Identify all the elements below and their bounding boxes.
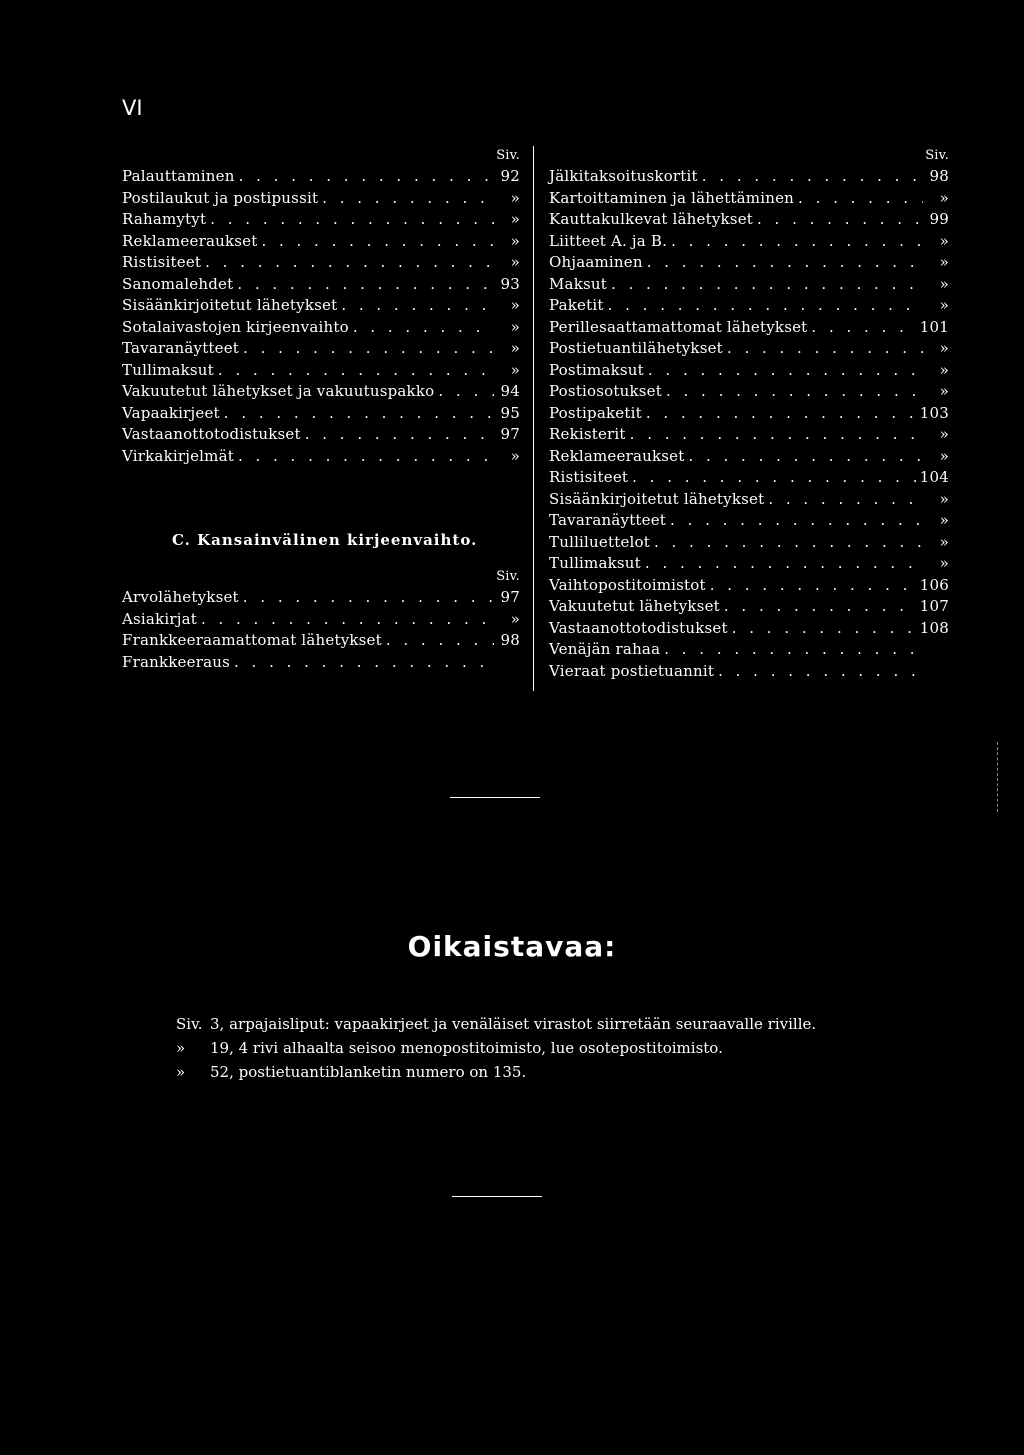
section-title: C. Kansainvälinen kirjeenvaihto. <box>172 531 478 549</box>
index-entry <box>549 317 949 339</box>
index-entry <box>122 587 520 609</box>
entry-label: Reklameeraukset <box>122 231 258 250</box>
entry-page: 103 <box>919 403 949 422</box>
entry-label: Postietuantilähetykset <box>549 339 723 357</box>
index-entry <box>549 575 949 597</box>
left-entry-list <box>122 166 520 467</box>
index-entry <box>122 446 520 468</box>
index-right-column <box>549 146 949 682</box>
index-entry <box>122 252 520 274</box>
entry-page: 92 <box>500 167 520 185</box>
leader-dots <box>239 166 494 188</box>
entry-page: » <box>939 532 949 551</box>
leader-dots <box>648 360 923 382</box>
leader-dots <box>688 446 923 468</box>
entry-page: » <box>510 188 520 207</box>
entry-label: Asiakirjat <box>122 609 197 628</box>
leader-dots <box>611 274 923 296</box>
index-entry <box>549 639 949 661</box>
leader-dots <box>710 575 916 597</box>
index-entry <box>549 403 949 425</box>
entry-page: » <box>939 253 949 271</box>
page-number: VI <box>122 96 143 120</box>
index-entry <box>549 274 949 296</box>
leader-dots <box>702 166 923 188</box>
index-entry <box>549 510 949 532</box>
correction-line <box>176 1060 816 1084</box>
leader-dots <box>647 252 923 274</box>
entry-label: Vakuutetut lähetykset ja vakuutuspakko <box>122 382 435 400</box>
entry-page: 98 <box>929 167 949 185</box>
leader-dots <box>718 661 923 683</box>
correction-prefix: » <box>176 1063 186 1081</box>
leader-dots <box>608 295 923 317</box>
index-entry <box>549 467 949 489</box>
index-entry <box>122 188 520 210</box>
entry-page: » <box>939 511 949 529</box>
index-entry <box>122 209 520 231</box>
leader-dots <box>630 424 923 446</box>
entry-page: » <box>510 360 520 379</box>
index-entry <box>122 338 520 360</box>
index-entry <box>122 231 520 253</box>
entry-label: Ristisiteet <box>122 253 202 271</box>
entry-label: Vieraat postietuannit <box>549 661 715 680</box>
entry-page: » <box>510 253 520 271</box>
entry-page: » <box>510 446 520 465</box>
entry-page: » <box>510 609 520 628</box>
entry-page: » <box>510 317 520 336</box>
entry-label: Postiosotukset <box>549 382 662 400</box>
entry-page: 104 <box>919 468 949 486</box>
entry-label: Venäjän rahaa <box>549 640 661 658</box>
correction-prefix: Siv. <box>176 1015 203 1033</box>
entry-label: Vastaanottotodistukset <box>549 618 728 637</box>
correction-text: 52, postietuantiblanketin numero on 135. <box>210 1063 527 1081</box>
entry-label: Postipaketit <box>549 403 642 422</box>
leader-dots <box>724 596 916 618</box>
index-entry <box>549 553 949 575</box>
entry-page: 98 <box>500 631 520 649</box>
index-entry <box>122 360 520 382</box>
entry-label: Kauttakulkevat lähetykset <box>549 210 754 228</box>
entry-label: Vapaakirjeet <box>122 403 220 422</box>
index-entry <box>122 424 520 446</box>
index-entry <box>549 295 949 317</box>
index-entry <box>549 209 949 231</box>
entry-label: Reklameeraukset <box>549 446 685 465</box>
leader-dots <box>671 231 923 253</box>
entry-label: Arvolähetykset <box>122 588 239 606</box>
siv-header: Siv. <box>925 148 949 163</box>
index-entry <box>549 661 949 683</box>
entry-page: » <box>939 446 949 465</box>
entry-label: Tavaranäytteet <box>549 511 667 529</box>
index-entry <box>549 252 949 274</box>
section-siv-header: Siv. <box>496 569 520 584</box>
margin-marks <box>997 742 1000 812</box>
index-entry <box>549 381 949 403</box>
leader-dots <box>646 403 916 425</box>
column-divider <box>533 146 534 691</box>
entry-label: Kartoittaminen ja lähettäminen <box>549 188 795 207</box>
entry-page: 108 <box>919 618 949 637</box>
entry-page: » <box>939 339 949 357</box>
leader-dots <box>353 317 494 339</box>
entry-page: » <box>939 360 949 379</box>
leader-dots <box>322 188 494 210</box>
index-entry <box>122 381 520 403</box>
index-left-column <box>122 146 520 673</box>
index-entry <box>549 596 949 618</box>
index-entry <box>122 295 520 317</box>
leader-dots <box>261 231 494 253</box>
entry-label: Tavaranäytteet <box>122 339 240 357</box>
entry-page: » <box>939 489 949 508</box>
corrections-list <box>176 1012 816 1084</box>
correction-line <box>176 1036 816 1060</box>
entry-page: » <box>510 231 520 250</box>
entry-label: Vastaanottotodistukset <box>122 425 301 443</box>
entry-label: Postimaksut <box>549 360 644 379</box>
entry-page: » <box>939 296 949 314</box>
index-entry <box>122 317 520 339</box>
correction-text: 19, 4 rivi alhaalta seisoo menopostitoimisto, lue osotepostitoimisto. <box>210 1039 723 1057</box>
entry-label: Jälkitaksoituskortit <box>549 167 698 185</box>
leader-dots <box>654 532 923 554</box>
leader-dots <box>757 209 923 231</box>
index-entry <box>549 532 949 554</box>
entry-label: Vakuutetut lähetykset <box>549 597 720 615</box>
leader-dots <box>727 338 923 360</box>
entry-page: » <box>939 382 949 400</box>
entry-label: Sisäänkirjoitetut lähetykset <box>122 296 338 314</box>
entry-label: Maksut <box>549 274 607 293</box>
leader-dots <box>243 338 494 360</box>
entry-page: 107 <box>919 597 949 615</box>
entry-label: Paketit <box>549 296 604 314</box>
corrections-title: Oikaistavaa: <box>407 930 617 963</box>
entry-label: Palauttaminen <box>122 167 235 185</box>
entry-label: Ohjaaminen <box>549 253 643 271</box>
leader-dots <box>341 295 494 317</box>
entry-label: Frankkeeraamattomat lähetykset <box>122 631 382 649</box>
leader-dots <box>224 403 494 425</box>
entry-page: » <box>510 339 520 357</box>
leader-dots <box>243 587 494 609</box>
index-entry <box>549 166 949 188</box>
entry-label: Sotalaivastojen kirjeenvaihto <box>122 317 349 336</box>
index-entry <box>549 231 949 253</box>
index-entry <box>122 609 520 631</box>
leader-dots <box>238 446 494 468</box>
leader-dots <box>210 209 494 231</box>
index-entry <box>122 630 520 652</box>
index-entry <box>549 446 949 468</box>
leader-dots <box>438 381 494 403</box>
index-entry <box>549 489 949 511</box>
entry-page: 106 <box>919 575 949 594</box>
entry-label: Postilaukut ja postipussit <box>122 188 319 207</box>
leader-dots <box>768 489 923 511</box>
entry-page: 97 <box>500 588 520 606</box>
leader-dots <box>670 510 923 532</box>
leader-dots <box>811 317 915 339</box>
index-entry <box>122 274 520 296</box>
leader-dots <box>386 630 494 652</box>
leader-dots <box>234 652 494 674</box>
correction-prefix: » <box>176 1039 186 1057</box>
entry-label: Sanomalehdet <box>122 274 234 293</box>
entry-label: Liitteet A. ja B. <box>549 231 668 250</box>
index-entry <box>549 188 949 210</box>
leader-dots <box>645 553 923 575</box>
index-entry <box>549 338 949 360</box>
leader-dots <box>237 274 494 296</box>
entry-page: 99 <box>929 210 949 228</box>
entry-page: » <box>939 274 949 293</box>
entry-page: » <box>939 425 949 443</box>
entry-label: Tullimaksut <box>549 554 641 572</box>
entry-label: Rekisterit <box>549 425 626 443</box>
entry-label: Ristisiteet <box>549 468 629 486</box>
siv-header: Siv. <box>496 148 520 163</box>
entry-label: Vaihtopostitoimistot <box>549 575 706 594</box>
entry-page: 94 <box>500 382 520 400</box>
entry-page: » <box>939 188 949 207</box>
entry-label: Perillesaattamattomat lähetykset <box>549 317 808 336</box>
entry-page: » <box>939 231 949 250</box>
leader-dots <box>664 639 923 661</box>
correction-text: 3, arpajaisliput: vapaakirjeet ja venäläiset virastot siirretään seuraavalle riville. <box>210 1015 817 1033</box>
leader-dots <box>205 252 494 274</box>
section-entry-list <box>122 587 520 673</box>
entry-label: Sisäänkirjoitetut lähetykset <box>549 489 765 508</box>
entry-page: » <box>939 554 949 572</box>
index-entry <box>122 166 520 188</box>
leader-dots <box>305 424 494 446</box>
index-entry <box>549 618 949 640</box>
entry-page: 93 <box>500 274 520 293</box>
leader-dots <box>218 360 494 382</box>
separator-rule <box>452 1196 542 1197</box>
entry-page: 95 <box>500 403 520 422</box>
index-entry <box>549 424 949 446</box>
leader-dots <box>201 609 494 631</box>
leader-dots <box>798 188 923 210</box>
leader-dots <box>666 381 923 403</box>
correction-line <box>176 1012 816 1036</box>
entry-label: Virkakirjelmät <box>122 446 234 465</box>
entry-label: Frankkeeraus <box>122 652 230 671</box>
separator-rule <box>450 797 540 798</box>
entry-label: Tulliluettelot <box>549 532 650 551</box>
leader-dots <box>632 467 916 489</box>
entry-page: 101 <box>919 317 949 336</box>
entry-page: 97 <box>500 425 520 443</box>
leader-dots <box>732 618 916 640</box>
entry-page: » <box>510 296 520 314</box>
index-entry <box>549 360 949 382</box>
index-entry <box>122 403 520 425</box>
entry-label: Rahamytyt <box>122 210 207 228</box>
index-entry <box>122 652 520 674</box>
entry-page: » <box>510 210 520 228</box>
right-entry-list <box>549 166 949 682</box>
entry-label: Tullimaksut <box>122 360 214 379</box>
